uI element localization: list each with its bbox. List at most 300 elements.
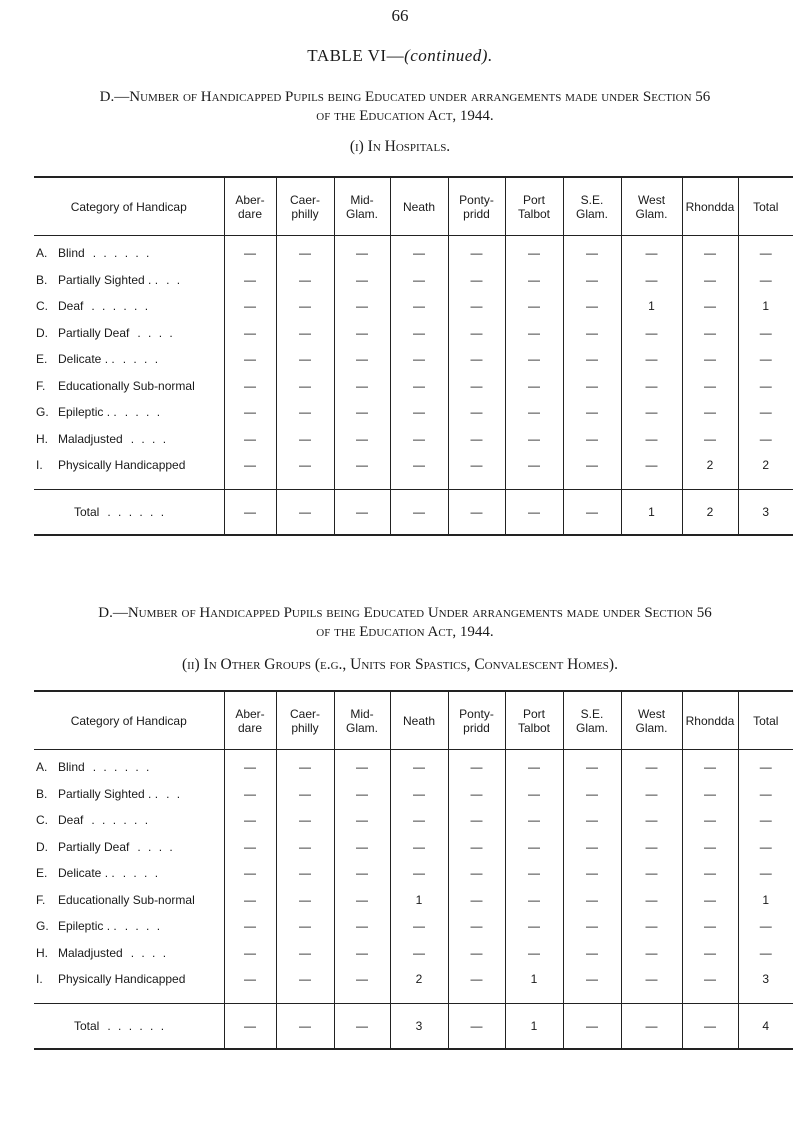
row-label (34, 834, 224, 861)
row-category: Physically Handicapped (58, 972, 186, 987)
table-cell: — (682, 966, 738, 993)
table-cell: — (682, 293, 738, 320)
table-cell: — (276, 373, 334, 400)
table-cell: — (390, 781, 448, 808)
total-label (34, 1003, 224, 1049)
table-cell: — (276, 940, 334, 967)
row-label (34, 373, 224, 400)
table-cell: — (390, 913, 448, 940)
other-groups-table (34, 690, 793, 1050)
table-cell: — (563, 913, 621, 940)
table-cell: — (505, 346, 563, 373)
table-row (34, 754, 793, 781)
total-row (34, 1003, 793, 1049)
table-cell: — (276, 240, 334, 267)
table-cell: — (276, 293, 334, 320)
table-cell: — (563, 860, 621, 887)
table-row (34, 267, 793, 294)
hospitals-table (34, 176, 793, 536)
table-cell: — (448, 807, 505, 834)
row-letter: C. (36, 299, 48, 314)
table-cell: — (224, 966, 276, 993)
table-title (0, 46, 800, 66)
total-leader-dots: . . . . . . (107, 1018, 167, 1033)
table-cell: — (390, 940, 448, 967)
row-leader-dots: . . . . . . (92, 760, 152, 775)
row-category: Maladjusted (58, 431, 123, 446)
table-row (34, 346, 793, 373)
table-cell: — (505, 913, 563, 940)
table-cell: — (621, 860, 682, 887)
total-cell: — (224, 1003, 276, 1049)
table-cell: — (505, 399, 563, 426)
table-cell: — (682, 267, 738, 294)
total-text: Total (74, 504, 100, 519)
table-cell: — (505, 320, 563, 347)
row-label (34, 293, 224, 320)
row-leader-dots: . . . . (124, 919, 163, 934)
row-label (34, 940, 224, 967)
column-header: Rhondda (682, 177, 738, 236)
table-cell: — (738, 373, 793, 400)
table-cell: — (224, 240, 276, 267)
table-cell: — (505, 834, 563, 861)
table-cell: — (448, 781, 505, 808)
table-row (34, 373, 793, 400)
table-cell: — (738, 267, 793, 294)
table-cell: — (563, 399, 621, 426)
table-cell: — (448, 320, 505, 347)
total-label (34, 489, 224, 535)
row-leader-dots: . . . . (137, 325, 175, 340)
table-cell: 1 (505, 966, 563, 993)
table-cell: — (682, 373, 738, 400)
table-row (34, 452, 793, 479)
row-label (34, 887, 224, 914)
row-label (34, 399, 224, 426)
table-cell: — (448, 399, 505, 426)
row-letter: F. (36, 892, 46, 907)
table-cell: — (224, 267, 276, 294)
row-category: Partially Deaf (58, 325, 130, 340)
table-cell: — (390, 373, 448, 400)
table-title-main: TABLE VI— (307, 46, 405, 65)
row-category: Epileptic . . (58, 919, 117, 934)
total-cell: — (390, 489, 448, 535)
row-category: Delicate . . (58, 352, 115, 367)
table-cell: — (563, 966, 621, 993)
table-cell: — (563, 940, 621, 967)
table-cell: — (738, 754, 793, 781)
table-cell: — (448, 240, 505, 267)
table-cell: — (276, 320, 334, 347)
row-category: Partially Sighted . . (58, 272, 159, 287)
row-leader-dots: . . . . (130, 431, 169, 446)
table-cell: — (505, 940, 563, 967)
table-cell: 3 (738, 966, 793, 993)
table-cell: — (224, 293, 276, 320)
column-header: Mid- Glam. (334, 177, 390, 236)
row-label (34, 913, 224, 940)
table-cell: — (334, 913, 390, 940)
total-cell: — (224, 489, 276, 535)
row-letter: E. (36, 352, 48, 367)
table-cell: — (448, 860, 505, 887)
table-cell: — (621, 887, 682, 914)
row-leader-dots: . . (166, 786, 183, 801)
section1-heading-line1: D.—Number of Handicapped Pupils being Educated under arrangements made under Section 56 (99, 89, 711, 105)
table-cell: — (563, 346, 621, 373)
table-cell: — (682, 399, 738, 426)
table-cell: — (448, 834, 505, 861)
table-row (34, 399, 793, 426)
table-cell: — (224, 860, 276, 887)
row-leader-dots: . . . . (137, 839, 175, 854)
table-cell: — (276, 913, 334, 940)
row-category: Maladjusted (58, 945, 123, 960)
total-cell: 1 (505, 1003, 563, 1049)
table-cell: — (621, 781, 682, 808)
table-cell: — (224, 834, 276, 861)
column-header: West Glam. (621, 691, 682, 750)
total-cell: — (563, 1003, 621, 1049)
total-cell: — (621, 1003, 682, 1049)
row-category: Epileptic . . (58, 405, 117, 420)
table-cell: — (390, 267, 448, 294)
row-category: Physically Handicapped (58, 458, 186, 473)
table-cell: — (738, 940, 793, 967)
table-cell: — (563, 426, 621, 453)
table-cell: — (276, 399, 334, 426)
table-cell: — (448, 966, 505, 993)
row-leader-dots: . . . . (122, 352, 161, 367)
table-cell: — (563, 240, 621, 267)
table-cell: — (448, 754, 505, 781)
row-category: Partially Deaf (58, 839, 130, 854)
table-cell: — (563, 320, 621, 347)
row-letter: H. (36, 945, 48, 960)
row-letter: H. (36, 431, 48, 446)
table-cell: — (738, 834, 793, 861)
row-label (34, 966, 224, 993)
table-cell: — (563, 267, 621, 294)
table-cell: — (224, 452, 276, 479)
table-cell: — (224, 940, 276, 967)
column-header: Category of Handicap (34, 691, 224, 750)
column-header: West Glam. (621, 177, 682, 236)
table-cell: 1 (738, 887, 793, 914)
row-label (34, 267, 224, 294)
table-cell: — (224, 781, 276, 808)
table-row (34, 834, 793, 861)
column-header: Ponty- pridd (448, 177, 505, 236)
table-cell: — (621, 940, 682, 967)
total-cell: — (276, 1003, 334, 1049)
table-row (34, 966, 793, 993)
table-cell: — (334, 781, 390, 808)
column-header: Caer- philly (276, 177, 334, 236)
table-cell: — (682, 426, 738, 453)
table-cell: — (563, 807, 621, 834)
table-row (34, 940, 793, 967)
table-row (34, 913, 793, 940)
table-cell: — (448, 913, 505, 940)
row-leader-dots: . . . . . . (91, 813, 151, 828)
row-letter: A. (36, 246, 48, 261)
row-letter: D. (36, 839, 48, 854)
table-cell: — (738, 399, 793, 426)
row-label (34, 452, 224, 479)
total-cell: 1 (621, 489, 682, 535)
table-row (34, 293, 793, 320)
table-cell: — (682, 754, 738, 781)
table-cell: — (563, 754, 621, 781)
table-cell: — (563, 373, 621, 400)
table-cell: — (448, 452, 505, 479)
row-category: Blind (58, 246, 85, 261)
table-cell: 1 (390, 887, 448, 914)
table-cell: — (738, 781, 793, 808)
table-cell: — (738, 240, 793, 267)
table-cell: — (621, 240, 682, 267)
table-cell: — (390, 834, 448, 861)
table-cell: — (563, 781, 621, 808)
column-header: S.E. Glam. (563, 691, 621, 750)
table-cell: — (448, 267, 505, 294)
table-cell: — (390, 807, 448, 834)
table-row (34, 887, 793, 914)
table-cell: — (738, 426, 793, 453)
table-cell: — (276, 452, 334, 479)
table-cell: — (334, 426, 390, 453)
table-cell: — (505, 781, 563, 808)
table-cell: — (682, 240, 738, 267)
page-number: 66 (391, 6, 409, 25)
table-row (34, 807, 793, 834)
table-cell: — (563, 834, 621, 861)
table-cell: — (738, 320, 793, 347)
table-cell: — (505, 754, 563, 781)
table-cell: — (505, 293, 563, 320)
table-cell: — (334, 860, 390, 887)
column-header: Neath (390, 177, 448, 236)
table-cell: — (390, 452, 448, 479)
table-row (34, 860, 793, 887)
table-cell: — (505, 373, 563, 400)
table-cell: — (738, 913, 793, 940)
table-cell: — (276, 754, 334, 781)
table-row (34, 320, 793, 347)
table-cell: — (621, 754, 682, 781)
section2-heading-line2: of the Education Act, 1944. (316, 624, 494, 640)
table-cell: — (682, 346, 738, 373)
column-header: Mid- Glam. (334, 691, 390, 750)
table-cell: — (738, 807, 793, 834)
table-row (34, 426, 793, 453)
row-letter: D. (36, 325, 48, 340)
table-cell: — (334, 267, 390, 294)
column-header: Neath (390, 691, 448, 750)
column-header: Aber- dare (224, 177, 276, 236)
row-label (34, 807, 224, 834)
row-category: Partially Sighted . . (58, 786, 159, 801)
table-cell: — (224, 346, 276, 373)
table-cell: — (224, 320, 276, 347)
row-label (34, 240, 224, 267)
total-leader-dots: . . . . . . (107, 504, 167, 519)
row-leader-dots: . . . . (124, 405, 163, 420)
table-cell: — (390, 860, 448, 887)
table-cell: — (448, 940, 505, 967)
table-cell: — (682, 913, 738, 940)
table-row (34, 240, 793, 267)
table-cell: — (682, 807, 738, 834)
row-label (34, 426, 224, 453)
table-cell: — (448, 346, 505, 373)
section2-heading (30, 604, 780, 642)
section1-heading-line2: of the Education Act, 1944. (316, 108, 494, 124)
table-cell: — (563, 887, 621, 914)
column-header: Port Talbot (505, 691, 563, 750)
table-cell: — (276, 834, 334, 861)
table-cell: — (682, 887, 738, 914)
row-label (34, 860, 224, 887)
table-cell: — (505, 887, 563, 914)
table-cell: — (224, 373, 276, 400)
table-cell: — (224, 754, 276, 781)
table-cell: — (448, 426, 505, 453)
table-title-continued: (continued). (404, 46, 493, 65)
table-cell: — (390, 426, 448, 453)
table-cell: 2 (390, 966, 448, 993)
table-cell: — (390, 399, 448, 426)
header-row (34, 177, 793, 236)
table-cell: — (390, 754, 448, 781)
row-category: Deaf (58, 813, 84, 828)
total-cell: — (334, 1003, 390, 1049)
table-cell: — (682, 834, 738, 861)
row-leader-dots: . . . . (122, 866, 161, 881)
table-cell: — (334, 452, 390, 479)
row-label (34, 781, 224, 808)
table-cell: — (682, 320, 738, 347)
table-cell: — (276, 887, 334, 914)
table-cell: — (334, 346, 390, 373)
table-cell: — (621, 834, 682, 861)
table-cell: — (621, 807, 682, 834)
total-cell: — (682, 1003, 738, 1049)
column-header: Total (738, 177, 793, 236)
table-cell: — (334, 320, 390, 347)
table-cell: — (334, 293, 390, 320)
table-cell: — (334, 966, 390, 993)
row-category: Educationally Sub-normal (58, 378, 195, 393)
table-cell: — (334, 887, 390, 914)
table-cell: — (505, 240, 563, 267)
row-label (34, 346, 224, 373)
table-cell: — (738, 860, 793, 887)
table-cell: — (448, 373, 505, 400)
row-leader-dots: . . . . (130, 945, 169, 960)
table-cell: — (621, 373, 682, 400)
total-cell: 4 (738, 1003, 793, 1049)
table-cell: — (390, 240, 448, 267)
table-cell: — (621, 913, 682, 940)
section2-heading-line1: D.—Number of Handicapped Pupils being Educated Under arrangements made under Section 56 (98, 605, 712, 621)
column-header: Rhondda (682, 691, 738, 750)
table-cell: 1 (621, 293, 682, 320)
column-header: S.E. Glam. (563, 177, 621, 236)
table-cell: — (224, 913, 276, 940)
total-cell: — (448, 1003, 505, 1049)
column-header: Ponty- pridd (448, 691, 505, 750)
table-cell: — (563, 452, 621, 479)
table-cell: — (224, 807, 276, 834)
table-cell: — (621, 346, 682, 373)
table-cell: — (621, 966, 682, 993)
table-cell: — (276, 267, 334, 294)
section1-subheading: (i) In Hospitals. (349, 138, 451, 155)
table-cell: — (334, 240, 390, 267)
total-cell: 3 (390, 1003, 448, 1049)
table-row (34, 781, 793, 808)
total-cell: 2 (682, 489, 738, 535)
row-label (34, 320, 224, 347)
table-cell: — (621, 320, 682, 347)
row-letter: B. (36, 786, 48, 801)
row-letter: A. (36, 760, 48, 775)
column-header: Category of Handicap (34, 177, 224, 236)
table-cell: — (505, 452, 563, 479)
table-cell: — (682, 781, 738, 808)
table-cell: — (276, 426, 334, 453)
row-letter: I. (36, 972, 43, 987)
row-letter: B. (36, 272, 48, 287)
table-cell: — (682, 860, 738, 887)
total-cell: — (563, 489, 621, 535)
table-cell: — (621, 267, 682, 294)
row-leader-dots: . . . . . . (91, 299, 151, 314)
header-row (34, 691, 793, 750)
table-cell: — (505, 426, 563, 453)
row-leader-dots: . . . . . . (92, 246, 152, 261)
section2-subheading: (ii) In Other Groups (e.g., Units for Spastics, Convalescent Homes). (182, 656, 618, 673)
table-cell: — (276, 781, 334, 808)
table-cell: — (505, 860, 563, 887)
table-cell: — (334, 940, 390, 967)
table-cell: — (390, 293, 448, 320)
table-cell: — (682, 940, 738, 967)
row-leader-dots: . . (166, 272, 183, 287)
row-category: Educationally Sub-normal (58, 892, 195, 907)
total-cell: — (334, 489, 390, 535)
table-cell: — (390, 320, 448, 347)
table-cell: — (738, 346, 793, 373)
table-cell: — (563, 293, 621, 320)
row-label (34, 754, 224, 781)
total-cell: — (276, 489, 334, 535)
table-cell: — (621, 399, 682, 426)
table-cell: — (390, 346, 448, 373)
table-cell: — (334, 373, 390, 400)
table-cell: — (276, 807, 334, 834)
total-row (34, 489, 793, 535)
row-letter: E. (36, 866, 48, 881)
column-header: Total (738, 691, 793, 750)
table-cell: 2 (738, 452, 793, 479)
row-category: Blind (58, 760, 85, 775)
table-cell: — (621, 452, 682, 479)
